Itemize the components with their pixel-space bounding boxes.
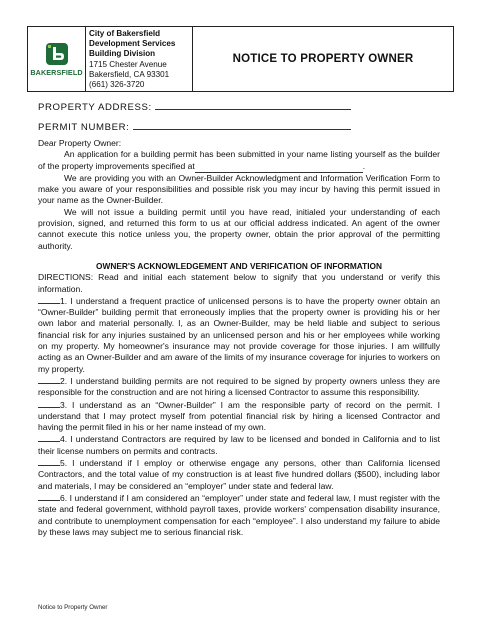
paragraph-2: We are providing you with an Owner-Builder Acknowledgment and Information Verification Form to make you aware of your responsibilities and possible risk you may incur by having this permit issued in your name as the Owner-Builder. <box>38 172 440 206</box>
org-department: Development Services <box>89 39 176 49</box>
ack-item-1-text: 1. I understand a frequent practice of unlicensed persons is to have the property owner obtain an “Owner-Builder” building permit that erroneously implies that the property owner is providing his or her own labor and material personally. I, as an Owner-Builder, may be held liable and subject to serious financial risk for any injuries sustained by an unlicensed person and his or her employees while working on my property. My homeowner's insurance may not provide coverage for those injuries. I am willfully acting as an Owner-Builder and am aware of the limits of my insurance coverage for injuries to workers on my property. <box>38 295 440 374</box>
paragraph-1 <box>38 149 440 173</box>
property-address-line[interactable] <box>155 100 351 110</box>
initials-line-1[interactable] <box>38 295 60 304</box>
org-phone: (661) 326-3720 <box>89 80 145 90</box>
header-box <box>27 26 454 92</box>
letter-body <box>38 138 440 538</box>
org-street: 1715 Chester Avenue <box>89 59 167 69</box>
paragraph-1-text: An application for a building permit has been submitted in your name listing yourself as the builder of the property improvements specified at <box>38 149 440 171</box>
ack-item-5 <box>38 457 440 492</box>
org-city: Bakersfield, CA 93301 <box>89 69 170 79</box>
page-footer: Notice to Property Owner <box>38 604 108 611</box>
org-division: Building Division <box>89 49 156 59</box>
improvements-location-line[interactable] <box>195 160 366 173</box>
permit-number-field <box>38 120 351 133</box>
initials-line-4[interactable] <box>38 433 60 442</box>
ack-item-3 <box>38 399 440 434</box>
initials-line-2[interactable] <box>38 375 60 384</box>
permit-number-line[interactable] <box>133 120 351 130</box>
property-address-field <box>38 100 351 113</box>
initials-line-5[interactable] <box>38 457 60 466</box>
permit-number-label: PERMIT NUMBER: <box>38 122 130 133</box>
ack-item-2-text: 2. I understand building permits are not required to be signed by property owners unless they are responsible for the construction and are not hiring a licensed Contractor to assume this responsibility. <box>38 375 440 398</box>
directions: DIRECTIONS: Read and initial each statement below to signify that you understand or verify this information. <box>38 272 440 294</box>
acknowledgement-title: OWNER'S ACKNOWLEDGEMENT AND VERIFICATION OF INFORMATION <box>96 260 382 271</box>
property-address-label: PROPERTY ADDRESS: <box>38 102 152 113</box>
paragraph-1-end: . <box>362 160 366 171</box>
ack-item-1 <box>38 295 440 375</box>
ack-item-4-text: 4. I understand Contractors are required by law to be licensed and bonded in California and to list their license numbers on permits and contracts. <box>38 434 440 456</box>
logo-text: BAKERSFIELD <box>30 67 83 77</box>
ack-item-2 <box>38 375 440 399</box>
ack-item-3-text: 3. I understand as an “Owner-Builder” I am the responsible party of record on the permit. I understand that I may protect myself from potential financial risk by hiring a licensed Contractor and having the permit filed in his or her name instead of my own. <box>38 399 440 433</box>
city-logo-icon <box>45 42 69 66</box>
paragraph-3: We will not issue a building permit until you have read, initialed your understanding of each provision, signed, and returned this form to us at our official address indicated. An agent of the owner cannot execute this notice unless you, the property owner, obtain the prior approval of the permitting authority. <box>38 206 440 251</box>
initials-line-6[interactable] <box>38 492 60 501</box>
ack-item-4 <box>38 433 440 457</box>
document-title: NOTICE TO PROPERTY OWNER <box>232 53 414 65</box>
ack-item-6-text: 6. I understand if I am considered an “employer” under state and federal law, I must register with the state and federal government, withhold payroll taxes, provide workers' compensation disability insurance, and contribute to unemployment compensation for each “employee”. I also understand my failure to abide by these laws may subject me to serious financial risk. <box>38 492 440 537</box>
ack-item-5-text: 5. I understand if I employ or otherwise engage any persons, other than California licensed Contractors, and the total value of my construction is at least five hundred dollars ($500), including labor and materials, I may be considered an “employer” under state and federal law. <box>38 458 440 491</box>
address-block <box>86 27 193 91</box>
org-name: City of Bakersfield <box>89 29 161 38</box>
salutation: Dear Property Owner: <box>38 138 122 148</box>
initials-line-3[interactable] <box>38 399 60 408</box>
ack-item-6 <box>38 492 440 538</box>
logo <box>28 27 86 91</box>
